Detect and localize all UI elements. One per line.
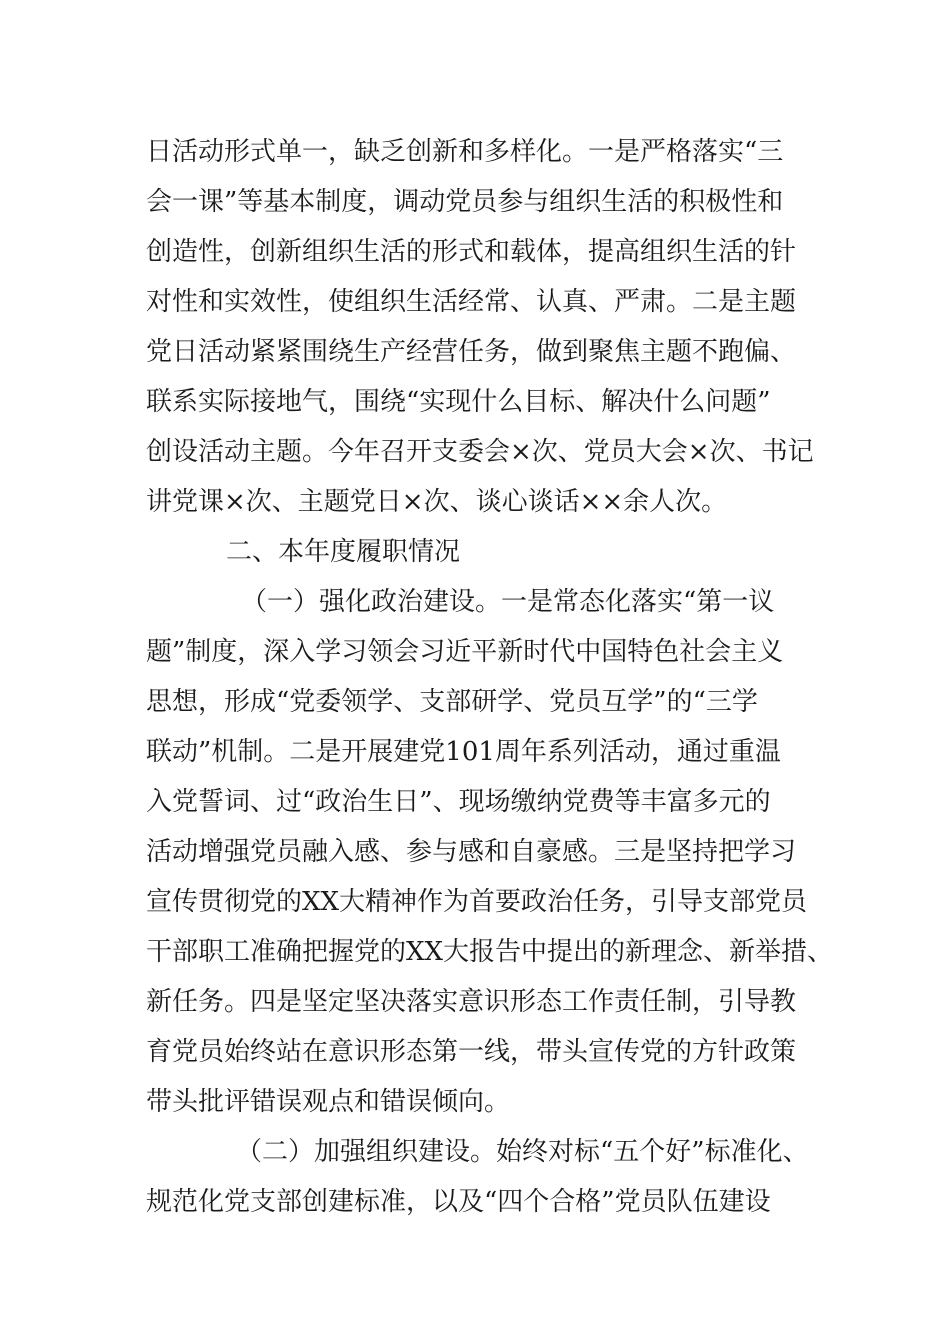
paragraph-line: 对性和实效性，使组织生活经常、认真、严肃。二是主题 — [146, 287, 797, 317]
paragraph-line: 育党员始终站在意识形态第一线，带头宣传党的方针政策 — [146, 1037, 797, 1067]
paragraph-line: 新任务。四是坚定坚决落实意识形态工作责任制，引导教 — [146, 987, 797, 1017]
paragraph-line: 讲党课×次、主题党日×次、谈心谈话××余人次。 — [146, 487, 728, 517]
paragraph-line: 题”制度，深入学习领会习近平新时代中国特色社会主义 — [146, 637, 784, 667]
paragraph-line: 干部职工准确把握党的XX大报告中提出的新理念、新举措、 — [146, 937, 834, 967]
paragraph-line: 会一课”等基本制度，调动党员参与组织生活的积极性和 — [146, 187, 784, 217]
paragraph-line: 带头批评错误观点和错误倾向。 — [146, 1087, 511, 1117]
paragraph-line: 党日活动紧紧围绕生产经营任务，做到聚焦主题不跑偏、 — [146, 337, 797, 367]
paragraph-line: 创设活动主题。今年召开支委会×次、党员大会×次、书记 — [146, 437, 814, 467]
paragraph-line: 宣传贯彻党的XX大精神作为首要政治任务，引导支部党员 — [146, 887, 808, 917]
subsection-heading-line: （一）强化政治建设。一是常态化落实“第一议 — [241, 587, 775, 617]
paragraph-line: 规范化党支部创建标准，以及“四个合格”党员队伍建设 — [146, 1187, 771, 1217]
subsection-heading-line: （二）加强组织建设。始终对标“五个好”标准化、 — [236, 1137, 809, 1167]
paragraph-line: 创造性，创新组织生活的形式和载体，提高组织生活的针 — [146, 237, 797, 267]
paragraph-line: 入党誓词、过“政治生日”、现场缴纳党费等丰富多元的 — [146, 787, 771, 817]
paragraph-line: 联动”机制。二是开展建党101周年系列活动，通过重温 — [146, 737, 781, 767]
paragraph-line: 思想，形成“党委领学、支部研学、党员互学”的“三学 — [146, 687, 758, 717]
paragraph-line: 联系实际接地气，围绕“实现什么目标、解决什么问题” — [146, 387, 771, 417]
paragraph-line: 活动增强党员融入感、参与感和自豪感。三是坚持把学习 — [146, 837, 797, 867]
section-heading: 二、本年度履职情况 — [226, 537, 461, 567]
paragraph-line: 日活动形式单一，缺乏创新和多样化。一是严格落实“三 — [146, 137, 784, 167]
